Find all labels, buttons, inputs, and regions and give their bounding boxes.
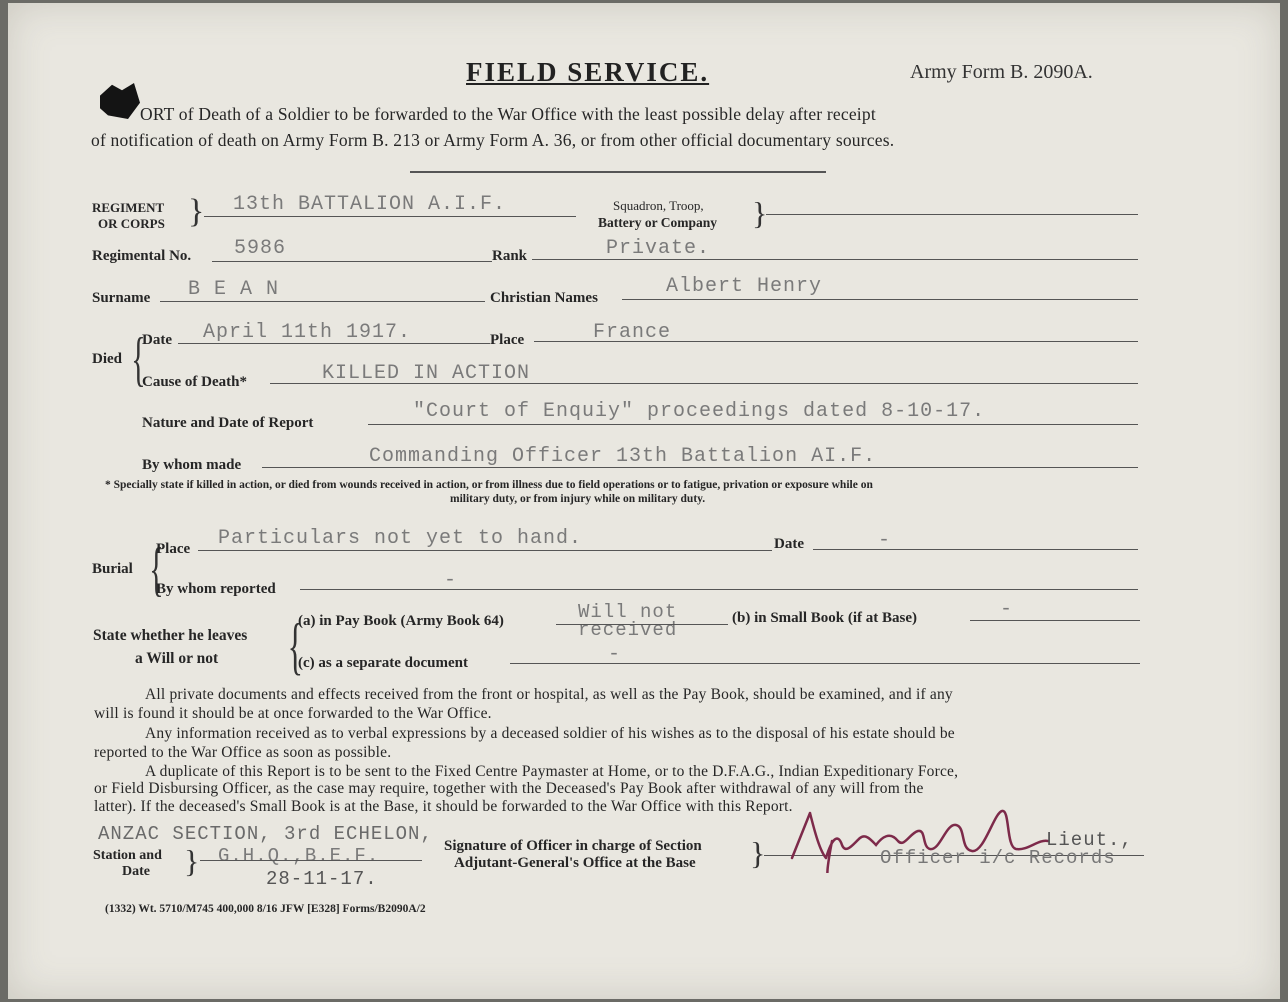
- squadron-brace: }: [752, 195, 768, 231]
- burial-place-value: Particulars not yet to hand.: [218, 527, 583, 550]
- station-value-1: ANZAC SECTION, 3rd ECHELON,: [98, 823, 433, 845]
- burial-date-label: Date: [774, 536, 804, 552]
- squadron-line: [766, 214, 1138, 215]
- cause-value: KILLED IN ACTION: [322, 362, 531, 385]
- death-place-label: Place: [490, 332, 525, 348]
- signature-label-1: Signature of Officer in charge of Section: [444, 838, 702, 854]
- regiment-label: REGIMENT: [92, 200, 165, 215]
- will-b-label: (b) in Small Book (if at Base): [732, 610, 918, 626]
- nature-label: Nature and Date of Report: [142, 415, 314, 431]
- surname-line: [160, 301, 485, 302]
- officer-rank: Lieut.,: [1046, 829, 1133, 851]
- regimental-no-label: Regimental No.: [92, 248, 192, 264]
- nature-value: "Court of Enquiy" proceedings dated 8-10-17.: [413, 400, 986, 423]
- by-whom-value: Commanding Officer 13th Battalion AI.F.: [369, 445, 877, 468]
- burial-brace: {: [149, 536, 164, 602]
- will-c-line: [510, 663, 1140, 664]
- will-label-2: a Will or not: [135, 650, 219, 667]
- rank-label: Rank: [492, 248, 528, 264]
- paragraph-3-line-1: A duplicate of this Report is to be sent to the Fixed Centre Paymaster at Home, or to the D.F.A.G., Indian Expeditionary Force,: [145, 763, 959, 780]
- will-a-label: (a) in Pay Book (Army Book 64): [298, 613, 504, 629]
- paragraph-3-line-3: latter). If the deceased's Small Book is at the Base, it should be forwarded to the War Office with this Report.: [94, 798, 793, 815]
- burial-reported-label: By whom reported: [156, 581, 276, 597]
- signature-label-2: Adjutant-General's Office at the Base: [454, 855, 696, 871]
- burial-place-label: Place: [156, 541, 191, 557]
- rank-line: [532, 259, 1138, 260]
- paragraph-3-line-2: or Field Disbursing Officer, as the case may require, together with the Deceased's Pay Book after withdrawal of any will from the: [94, 780, 924, 797]
- christian-names-line: [622, 299, 1138, 300]
- corps-label: OR CORPS: [98, 216, 165, 231]
- paragraph-1-line-2: will is found it should be at once forwarded to the War Office.: [94, 705, 492, 722]
- station-label: Station and: [93, 848, 162, 863]
- by-whom-line: [262, 467, 1138, 468]
- died-label: Died: [92, 351, 122, 367]
- cause-label: Cause of Death*: [142, 374, 247, 390]
- intro-line-1: ORT of Death of a Soldier to be forwarded to the War Office with the least possible delay after receipt: [140, 104, 876, 124]
- will-a-line: [556, 624, 728, 625]
- regiment-line: [204, 216, 576, 217]
- burial-reported-value: -: [444, 569, 458, 592]
- will-a-value-2: received: [578, 619, 678, 641]
- death-date-label: Date: [142, 332, 172, 348]
- regiment-brace: }: [188, 193, 205, 230]
- by-whom-label: By whom made: [142, 457, 242, 473]
- christian-names-label: Christian Names: [490, 290, 598, 306]
- christian-names-value: Albert Henry: [666, 275, 823, 298]
- burial-date-value: -: [878, 529, 892, 552]
- death-place-value: France: [593, 321, 672, 344]
- will-c-label: (c) as a separate document: [298, 655, 468, 671]
- officer-title: Officer i/c Records: [880, 847, 1116, 869]
- regimental-no-line: [212, 261, 492, 262]
- torn-hole: [100, 83, 140, 119]
- station-brace: }: [184, 843, 200, 879]
- paragraph-2-line-1: Any information received as to verbal expressions by a deceased soldier of his wishes as to the disposal of his estate should be: [145, 725, 955, 742]
- signature-brace: }: [750, 835, 766, 871]
- paragraph-1-line-1: All private documents and effects received from the front or hospital, as well as the Pay Book, should be examined, and if any: [145, 686, 953, 703]
- station-line: [200, 860, 422, 861]
- station-date-label: Date: [122, 864, 150, 879]
- rank-value: Private.: [606, 237, 711, 260]
- paragraph-2-line-2: reported to the War Office as soon as possible.: [94, 744, 392, 761]
- burial-place-line: [198, 550, 772, 551]
- burial-date-line: [813, 549, 1138, 550]
- will-c-value: -: [608, 643, 622, 666]
- will-label-1: State whether he leaves: [93, 627, 248, 644]
- surname-value: B E A N: [188, 278, 280, 301]
- death-date-line: [178, 343, 490, 344]
- surname-label: Surname: [92, 290, 151, 306]
- death-place-line: [534, 341, 1138, 342]
- cause-line: [270, 383, 1138, 384]
- will-b-line: [970, 620, 1140, 621]
- nature-line: [368, 424, 1138, 425]
- form-sheet: [8, 3, 1280, 999]
- died-brace: {: [131, 326, 146, 392]
- burial-label: Burial: [92, 561, 133, 577]
- form-title: FIELD SERVICE.: [466, 57, 710, 87]
- footnote-line-1: * Specially state if killed in action, or died from wounds received in action, or from illness due to field operations or to fatigue, privation or exposure while on: [105, 479, 873, 491]
- print-code: (1332) Wt. 5710/M745 400,000 8/16 JFW [E328] Forms/B2090A/2: [105, 903, 426, 915]
- intro-line-2: of notification of death on Army Form B. 213 or Army Form A. 36, or from other official documentary sources.: [91, 130, 895, 150]
- regiment-value: 13th BATTALION A.I.F.: [233, 193, 507, 216]
- footnote-line-2: military duty, or from injury while on military duty.: [450, 493, 706, 505]
- station-date-value: 28-11-17.: [266, 868, 378, 890]
- will-brace: {: [287, 610, 304, 681]
- form-number: Army Form B. 2090A.: [910, 61, 1093, 83]
- death-date-value: April 11th 1917.: [203, 321, 412, 344]
- station-value-2: G.H.Q.,B.E.F.: [218, 845, 380, 867]
- burial-reported-line: [300, 589, 1138, 590]
- regimental-no-value: 5986: [234, 237, 287, 260]
- header-rule: [410, 171, 826, 173]
- battery-label: Battery or Company: [598, 215, 717, 230]
- will-b-value: -: [1000, 598, 1014, 621]
- squadron-label: Squadron, Troop,: [613, 198, 704, 213]
- will-a-value-1: Will not: [578, 601, 678, 623]
